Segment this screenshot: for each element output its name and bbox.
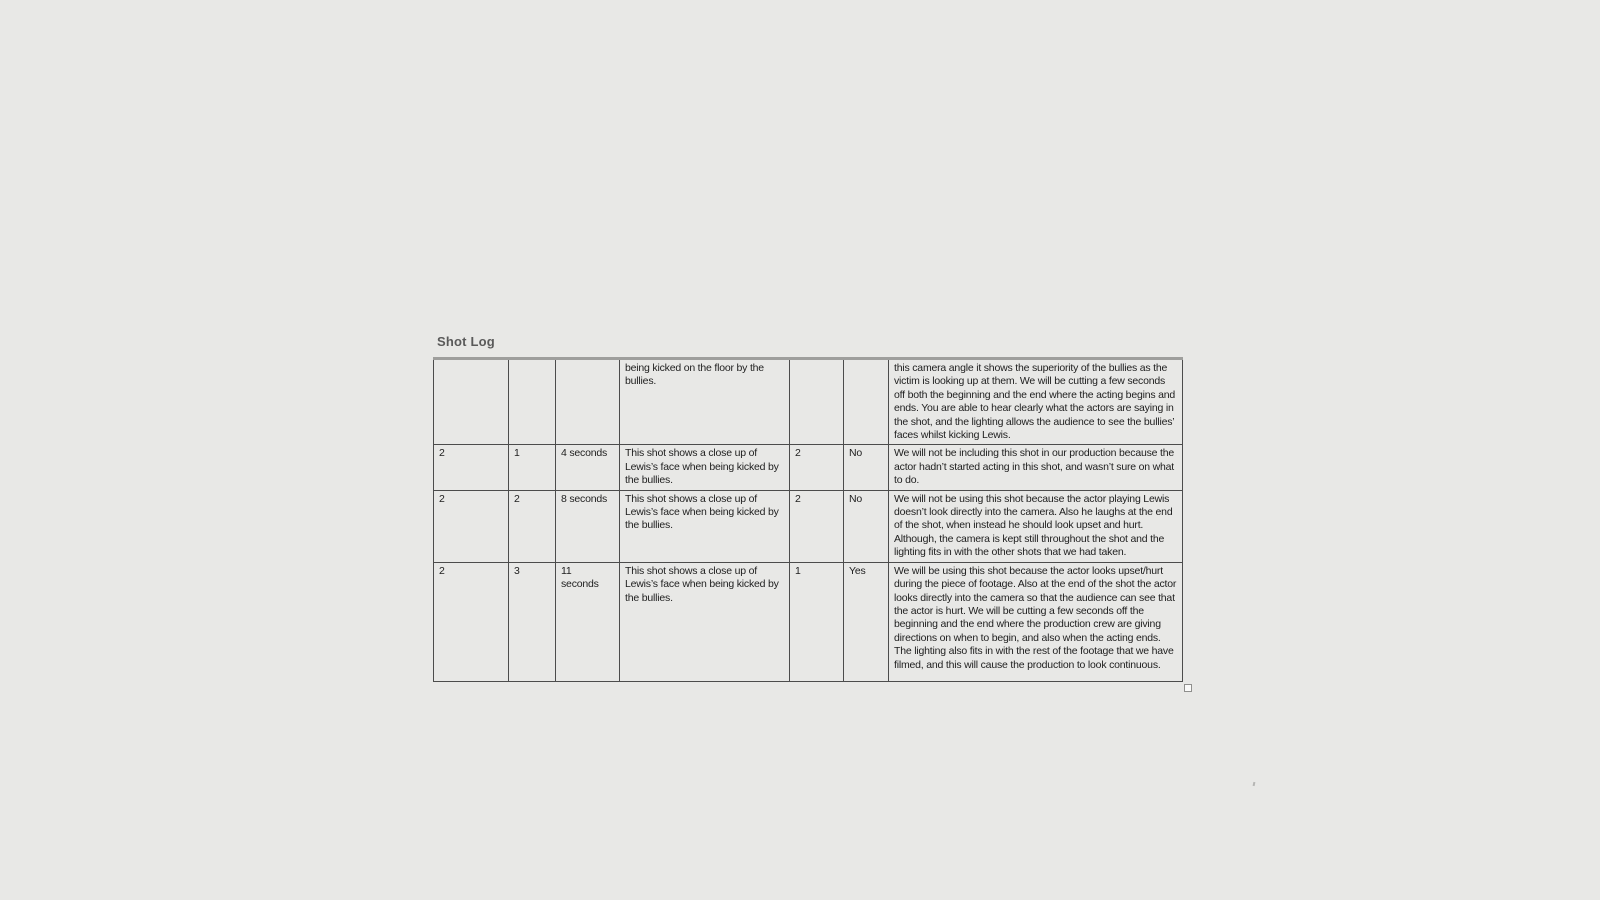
shot-log-table (433, 357, 1183, 682)
table-cell: 3 (509, 562, 556, 681)
table-cell: 1 (509, 445, 556, 490)
table-cell: No (844, 490, 889, 562)
table-cell: this camera angle it shows the superiority of the bullies as the victim is looking up at them. We will be cutting a few seconds off both the beginning and the end where the acting begins and ends. You are able to hear clearly what the actors are saying in the shot, and the lighting allows the audience to see the bullies’ faces whilst kicking Lewis. (889, 359, 1183, 445)
table-cell (556, 359, 620, 445)
shot-log-table-container (433, 357, 1182, 682)
table-cell: We will not be using this shot because the actor playing Lewis doesn’t look directly into the camera. Also he laughs at the end of the shot, when instead he should look upset and hurt. Although, the camera is kept still throughout the shot and the lighting fits in with the other shots that we had taken. (889, 490, 1183, 562)
table-cell: 2 (790, 445, 844, 490)
table-row (434, 490, 1183, 562)
table-cell: 8 seconds (556, 490, 620, 562)
table-cell: 11 seconds (556, 562, 620, 681)
table-resize-handle[interactable] (1184, 684, 1192, 692)
table-cell (844, 359, 889, 445)
speck-artifact (1253, 782, 1256, 786)
table-cell: This shot shows a close up of Lewis’s face when being kicked by the bullies. (620, 445, 790, 490)
table-cell: We will be using this shot because the actor looks upset/hurt during the piece of footage. Also at the end of the shot the actor looks directly into the camera so that the audience can see that the actor is hurt. We will be cutting a few seconds off the beginning and the end where the production crew are giving directions on when to begin, and also when the acting ends. The lighting also fits in with the rest of the footage that we have filmed, and this will cause the production to look continuous. (889, 562, 1183, 681)
table-cell: 2 (434, 445, 509, 490)
page-title: Shot Log (437, 334, 495, 349)
table-cell: This shot shows a close up of Lewis’s face when being kicked by the bullies. (620, 562, 790, 681)
table-cell (434, 359, 509, 445)
table-cell (790, 359, 844, 445)
table-cell: 2 (509, 490, 556, 562)
table-cell (509, 359, 556, 445)
table-cell: 2 (790, 490, 844, 562)
table-cell: 2 (434, 562, 509, 681)
table-cell: 2 (434, 490, 509, 562)
table-cell: No (844, 445, 889, 490)
table-cell: 1 (790, 562, 844, 681)
table-cell: being kicked on the floor by the bullies. (620, 359, 790, 445)
table-cell: Yes (844, 562, 889, 681)
table-cell: 4 seconds (556, 445, 620, 490)
table-cell: This shot shows a close up of Lewis’s face when being kicked by the bullies. (620, 490, 790, 562)
table-row (434, 359, 1183, 445)
table-row (434, 562, 1183, 681)
table-cell: We will not be including this shot in our production because the actor hadn’t started acting in this shot, and wasn’t sure on what to do. (889, 445, 1183, 490)
table-row (434, 445, 1183, 490)
